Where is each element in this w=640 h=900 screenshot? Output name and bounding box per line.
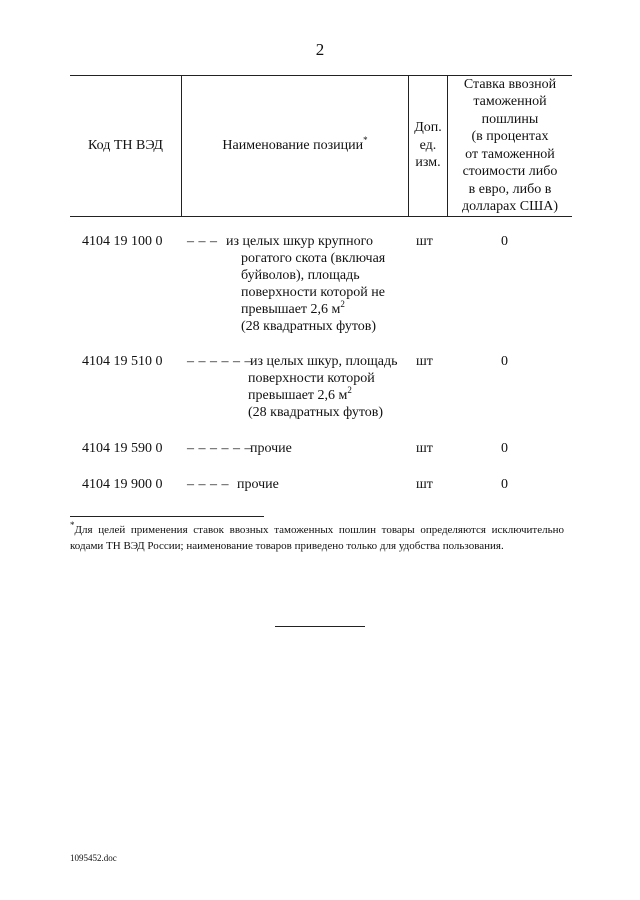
- row-rate: 0: [501, 441, 508, 456]
- row-rate: 0: [501, 477, 508, 492]
- document-id: 1095452.doc: [70, 853, 117, 863]
- row-level-dashes: – – –: [187, 234, 218, 249]
- row-level-dashes: – – – –: [187, 477, 229, 492]
- row-code: 4104 19 100 0: [82, 234, 163, 249]
- header-rate: [448, 76, 572, 215]
- header-code-label: Код ТН ВЭД: [88, 137, 163, 153]
- row-unit: шт: [416, 441, 433, 456]
- row-unit: шт: [416, 354, 433, 369]
- footnote-separator: [70, 516, 264, 517]
- header-name-footnote-mark: *: [363, 134, 368, 145]
- row-rate: 0: [501, 234, 508, 249]
- row-level-dashes: – – – – – –: [187, 354, 252, 369]
- header-code: [70, 76, 181, 215]
- header-unit: [409, 76, 447, 215]
- footnote-text: Для целей применения ставок ввозных таможенных пошлин товары определяются исключительно кодами ТН ВЭД России; наименование товаров приведено только для удобства пользования.: [70, 524, 564, 552]
- row-rate: 0: [501, 354, 508, 369]
- footnote-mark: *: [70, 520, 75, 530]
- header-rate-label: Ставка ввозной таможенной пошлины (в процентах от таможенной стоимости либо в евро, либо в долларах США): [461, 76, 559, 214]
- row-description: из целых шкур, площадь поверхности которой превышает 2,6 $м^2$ (28 квадратных футов): [248, 354, 398, 420]
- page-number: 2: [315, 40, 325, 59]
- row-code: 4104 19 900 0: [82, 477, 163, 492]
- table-header-bottom-border: [70, 216, 572, 217]
- row-code: 4104 19 510 0: [82, 354, 163, 369]
- row-unit: шт: [416, 477, 433, 492]
- row-level-dashes: – – – – – –: [187, 441, 252, 456]
- header-name-label: Наименование позиции*: [222, 134, 368, 153]
- row-description: прочие: [237, 477, 279, 492]
- row-description: прочие: [250, 441, 292, 456]
- header-name: [182, 76, 408, 215]
- end-of-document-rule: [275, 626, 365, 627]
- header-unit-label: Доп. ед. изм.: [414, 120, 442, 171]
- footnote: [70, 522, 564, 554]
- row-code: 4104 19 590 0: [82, 441, 163, 456]
- row-description: из целых шкур крупного рогатого скота (включая буйволов), площадь поверхности которой не превышает 2,6 $м^2$ (28 квадратных футов): [226, 234, 386, 334]
- row-unit: шт: [416, 234, 433, 249]
